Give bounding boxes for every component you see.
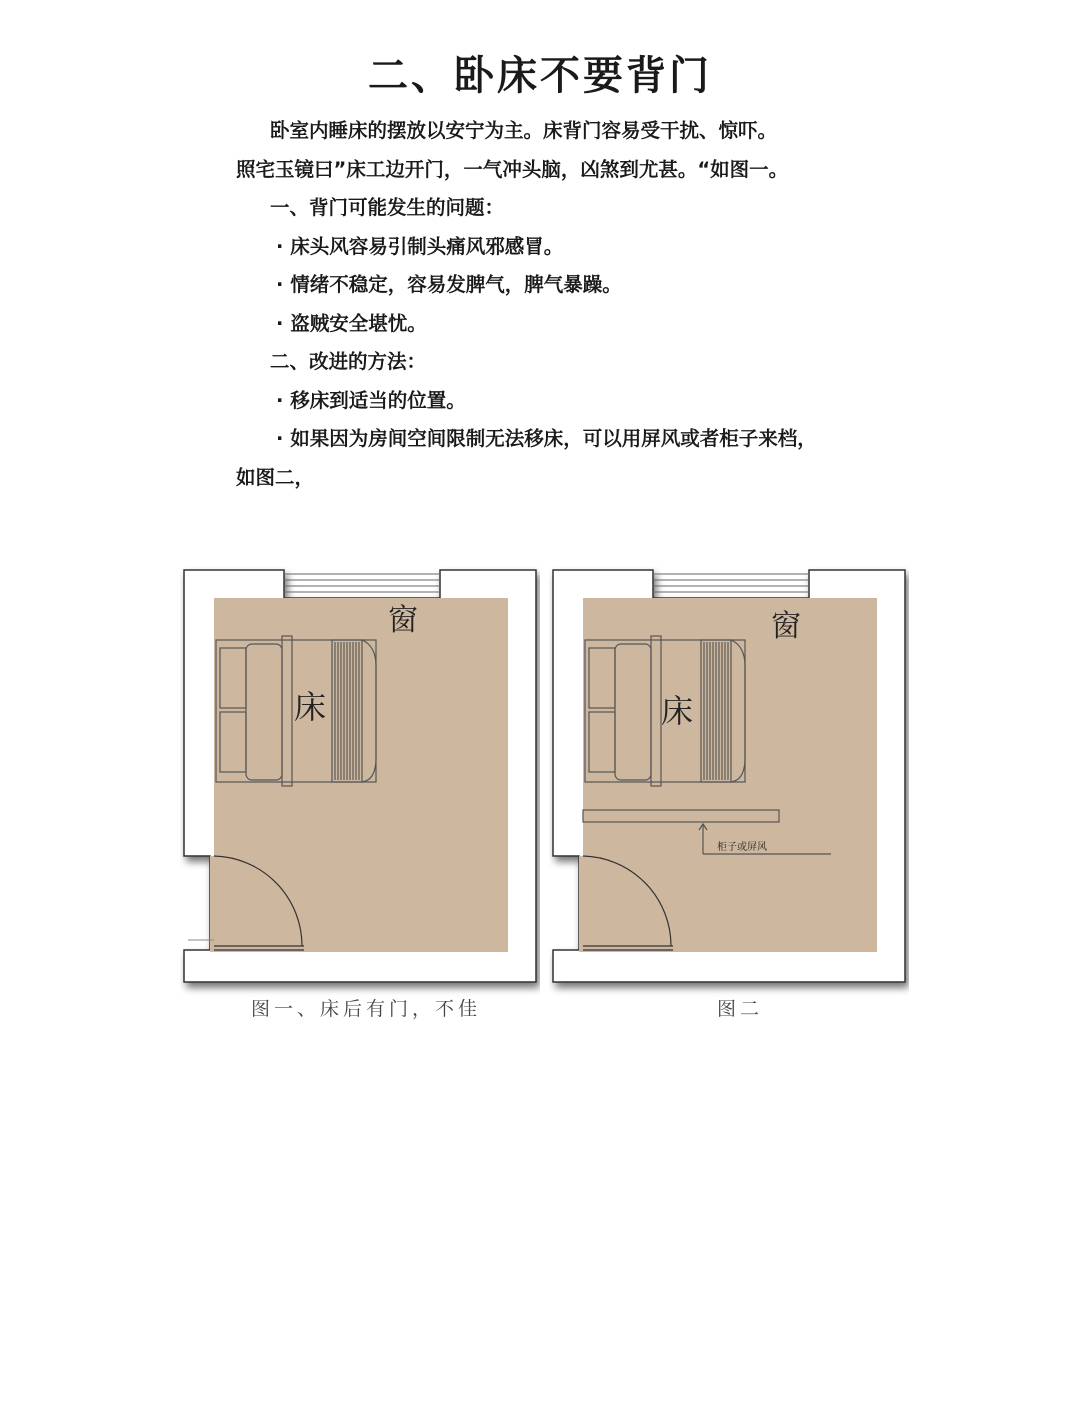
screen-label: 柜子或屏风 [717,842,767,853]
window-label: 窗 [771,609,801,644]
room-walls [553,570,905,982]
bullet-item: · 如果因为房间空间限制无法移床，可以用屏风或者柜子来档， [276,427,817,450]
figure-caption-2: 图二 [716,998,763,1020]
window-frame [284,574,440,592]
bullet-item: · 情绪不稳定，容易发脾气，脾气暴躁。 [276,273,622,296]
bullet-item: · 床头风容易引制头痛风邪感冒。 [276,234,564,258]
paragraph: 如图二， [236,465,315,489]
bed-label: 床 [661,692,694,730]
figure-caption-1: 图一、床后有门，不佳 [250,998,481,1020]
floor-plan-figure-1 [180,566,540,996]
section-heading: 二、改进的方法： [270,350,427,373]
bullet-item: · 移床到适当的位置。 [276,388,466,412]
window-frame [653,574,809,592]
floor-plan-figure-2 [549,566,909,996]
body-text [236,116,876,501]
bed-label: 床 [294,688,327,726]
section-heading: 一、背门可能发生的问题： [270,196,505,219]
paragraph: 照宅玉镜曰”床工边开门，一气冲头脑，凶煞到尤甚。“如图一。 [236,157,789,181]
page-title: 二、卧床不要背门 [368,53,712,99]
room-walls [184,570,536,982]
bullet-item: · 盗贼安全堪忧。 [276,311,427,335]
paragraph: 卧室内睡床的摆放以安宁为主。床背门容易受干扰、惊吓。 [270,119,778,142]
window-label: 窗 [388,603,418,638]
